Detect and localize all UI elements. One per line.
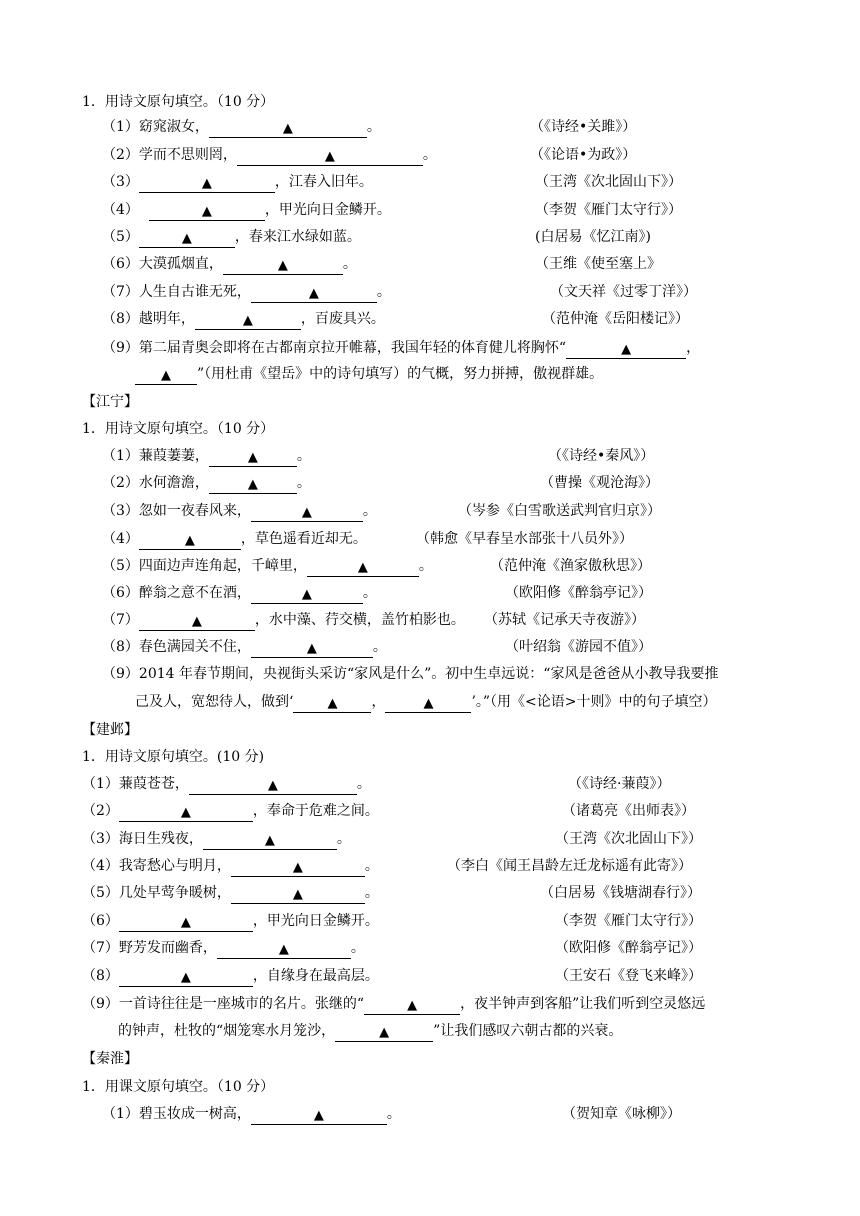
section4-label: 【秦淮】 [82,1051,138,1067]
item-after: 。 [422,147,437,163]
triangle-marker: ▲ [267,778,278,793]
s2-item-5-source: （范仲淹《渔家傲秋思》） [490,558,651,574]
s3-item-5 [82,883,379,903]
item-num: （3） [102,174,139,190]
answer-blank[interactable] [135,368,197,385]
item-after: 。 [336,831,351,847]
s2-item-1-source: （《诗经•秦风》） [548,448,655,464]
triangle-marker: ▲ [407,998,418,1013]
s3-item-6 [82,911,379,931]
section1-heading: 1．用诗文原句填空。（10 分） [82,94,275,110]
s1-item-5 [102,227,361,247]
s1-item-7-source: （文天祥《过零丁洋》） [550,284,697,300]
item-after: 。 [362,503,377,519]
item-before: 海日生残夜， [118,831,203,847]
item-before: 四面边声连角起，千嶂里， [138,558,307,574]
s2-item-4-source: （韩愈《早春呈水部张十八员外》） [416,531,633,547]
triangle-marker: ▲ [313,1108,324,1123]
item-before: 醉翁之意不在酒， [138,585,251,601]
item-before: 碧玉妆成一树高， [138,1106,251,1122]
triangle-marker: ▲ [327,696,338,711]
s2-item-2-source: （曹操《观沧海》） [540,475,659,491]
item-before: 窈窕淑女， [138,119,209,135]
s3-item-9-line1 [82,994,705,1014]
triangle-marker: ▲ [161,368,171,383]
item-before: 水何澹澹， [138,475,209,491]
item-after: 。 [296,475,311,491]
answer-blank[interactable] [566,342,686,359]
triangle-marker: ▲ [201,176,212,191]
section2-heading: 1．用诗文原句填空。（10 分） [82,421,275,437]
item-num: （1） [102,119,139,135]
answer-blank[interactable] [209,450,297,467]
answer-blank[interactable] [139,614,255,631]
s3-item-3-source: （王湾《次北固山下》） [555,831,702,847]
answer-blank[interactable] [139,231,235,248]
answer-blank[interactable] [149,204,265,221]
answer-blank[interactable] [251,587,363,604]
item-after: 。 [296,448,311,464]
item-num: （4） [82,858,119,874]
item-num: （7） [82,940,119,956]
item-num: （5） [102,558,139,574]
item-before: 春色满园关不住， [138,639,251,655]
answer-blank[interactable] [231,860,365,877]
section2-label: 【江宁】 [82,394,138,410]
s2-item-3 [102,501,377,521]
item-after: 。 [364,885,379,901]
answer-blank[interactable] [231,887,365,904]
s2-item-7 [102,610,465,630]
answer-blank[interactable] [251,641,373,658]
item-after: 。 [362,585,377,601]
item-after: ，春来江水绿如蓝。 [234,229,361,245]
answer-blank[interactable] [251,286,377,303]
answer-blank[interactable] [139,176,275,193]
q9-text: 的钟声，杜牧的“烟笼寒水月笼沙， [118,1023,336,1039]
item-num: （8） [82,968,119,984]
s3-item-8-source: （王安石《登飞来峰》） [555,968,702,984]
s1-item-3 [102,172,373,192]
item-num: （1） [82,776,119,792]
triangle-marker: ▲ [191,614,202,629]
section3-heading: 1．用诗文原句填空。(10 分) [82,749,265,765]
s3-item-2-source: （诸葛亮《出师表》） [562,803,695,819]
item-after: ，自缘身在最高层。 [252,968,379,984]
s1-item-2-source: （《论语•为政》） [530,147,637,163]
answer-blank[interactable] [119,915,253,932]
item-after: ，江春入旧年。 [274,174,373,190]
s3-item-1-source: （《诗经·蒹葭》） [568,776,671,792]
s3-item-1 [82,774,371,794]
item-before: 蒹葭萋萋， [138,448,209,464]
item-after: 。 [342,256,357,272]
item-after: 。 [356,776,371,792]
item-num: （4） [102,202,139,218]
s3-item-9-line2 [118,1021,622,1041]
item-num: （4） [102,531,139,547]
item-after: ，甲光向日金鳞开。 [264,202,391,218]
triangle-marker: ▲ [278,942,289,957]
answer-blank[interactable] [335,1025,433,1042]
triangle-marker: ▲ [247,477,258,492]
item-after: ，奉命于危难之间。 [252,803,379,819]
s3-item-4 [82,856,379,876]
s3-item-4-source: （李白《闻王昌龄左迁龙标遥有此寄》） [447,858,692,874]
triangle-marker: ▲ [181,231,192,246]
s2-item-7-source: （苏轼《记承天寺夜游》） [484,612,645,628]
item-after: ，百废具兴。 [300,311,385,327]
s2-item-4 [102,529,367,549]
item-num: （6） [102,585,139,601]
q9-text: 己及人，宽恕待人，做到‘ [135,694,294,710]
s1-item-6 [102,254,357,274]
s4-item-1-source: （贺知章《咏柳》） [562,1106,681,1122]
item-num: （8） [102,311,139,327]
item-before: 蒹葭苍苍， [118,776,189,792]
s2-item-1 [102,446,311,466]
q9-text: ’。”（用《<论语>十则》中的句子填空） [471,694,717,710]
s3-item-7-source: （欧阳修《醉翁亭记》） [555,940,702,956]
section3-label: 【建邺】 [82,722,138,738]
item-num: （1） [102,448,139,464]
section4-heading: 1．用课文原句填空。（10 分） [82,1079,275,1095]
s2-item-6 [102,583,377,603]
answer-blank[interactable] [189,778,357,795]
answer-blank[interactable] [119,805,253,822]
triangle-marker: ▲ [264,833,275,848]
answer-blank[interactable] [251,1108,387,1125]
triangle-marker: ▲ [379,1025,390,1040]
triangle-marker: ▲ [324,149,335,164]
s1-item-6-source: （王维《使至塞上》 [535,256,661,272]
answer-blank[interactable] [195,313,301,330]
answer-blank[interactable] [209,477,297,494]
item-num: （6） [82,913,119,929]
item-before: 越明年， [138,311,195,327]
answer-blank[interactable] [217,942,351,959]
q9-text: ， [371,694,386,710]
s2-item-8-source: （叶绍翁《游园不值》） [505,639,652,655]
item-after: 。 [418,558,433,574]
s3-item-6-source: （李贺《雁门太守行》） [555,913,702,929]
s2-item-2 [102,473,311,493]
triangle-marker: ▲ [201,204,212,219]
s3-item-3 [82,829,351,849]
item-after: 。 [366,119,381,135]
triangle-marker: ▲ [423,696,434,711]
triangle-marker: ▲ [247,450,258,465]
s3-item-7 [82,938,365,958]
answer-blank[interactable] [237,149,423,166]
s2-item-6-source: （欧阳修《醉翁亭记》） [505,585,652,601]
triangle-marker: ▲ [301,587,312,602]
q9-text: ”（用杜甫《望岳》中的诗句填写）的气概，努力拼搏，傲视群雄。 [197,366,604,382]
s1-item-5-source: (白居易《忆江南》) [535,229,651,245]
item-num: （5） [82,885,119,901]
s1-item-9-line1 [102,338,700,358]
item-num: （2） [102,475,139,491]
s1-item-9-line2 [135,364,603,384]
s2-item-9-line1: （9）2014 年春节期间，央视街头采访“家风是什么”。初中生卓远说：“家风是爸爸从小教导我要推 [102,666,719,682]
answer-blank[interactable] [139,533,241,550]
answer-blank[interactable] [203,833,337,850]
s1-item-3-source: （王湾《次北固山下》） [535,174,682,190]
item-after: 。 [372,639,387,655]
item-num: （5） [102,229,139,245]
s1-item-8-source: （范仲淹《岳阳楼记》） [542,311,689,327]
answer-blank[interactable] [223,258,343,275]
s2-item-5 [102,556,433,576]
s3-item-5-source: （白居易《钱塘湖春行》） [540,885,701,901]
item-after: 。 [364,858,379,874]
q9-text: （9）一首诗往往是一座城市的名片。张继的“ [82,996,365,1012]
item-num: （7） [102,284,139,300]
answer-blank[interactable] [119,970,253,987]
triangle-marker: ▲ [621,342,632,357]
triangle-marker: ▲ [180,805,191,820]
item-after: ，甲光向日金鳞开。 [252,913,379,929]
triangle-marker: ▲ [292,887,303,902]
item-num: （6） [102,256,139,272]
answer-blank[interactable] [209,121,367,138]
item-before: 人生自古谁无死， [138,284,251,300]
item-num: （8） [102,639,139,655]
triangle-marker: ▲ [308,286,319,301]
answer-blank[interactable] [364,998,460,1015]
triangle-marker: ▲ [306,641,317,656]
triangle-marker: ▲ [277,258,288,273]
triangle-marker: ▲ [301,505,312,520]
s1-item-8 [102,309,385,329]
s1-item-2 [102,145,437,165]
answer-blank[interactable] [293,696,371,713]
s1-item-7 [102,282,391,302]
triangle-marker: ▲ [242,313,253,328]
item-num: （3） [102,503,139,519]
answer-blank[interactable] [307,560,419,577]
triangle-marker: ▲ [292,860,303,875]
triangle-marker: ▲ [357,560,368,575]
item-after: ，草色遥看近却无。 [240,531,367,547]
item-num: （7） [102,612,139,628]
item-after: 。 [350,940,365,956]
item-num: （2） [102,147,139,163]
item-num: （3） [82,831,119,847]
s1-item-4 [102,200,391,220]
q9-text: ”让我们感叹六朝古都的兴衰。 [433,1023,623,1039]
triangle-marker: ▲ [180,915,191,930]
item-before: 学而不思则罔， [138,147,237,163]
item-after: 。 [386,1106,401,1122]
item-before: 几处早莺争暖树， [118,885,231,901]
item-after: 。 [376,284,391,300]
q9-text: ，夜半钟声到客船”让我们听到空灵悠远 [460,996,706,1012]
item-before: 野芳发而幽香， [118,940,217,956]
s2-item-9-line2 [135,692,717,712]
q9-text: ， [686,340,701,356]
answer-blank[interactable] [385,696,471,713]
s1-item-4-source: （李贺《雁门太守行》） [535,202,682,218]
item-before: 我寄愁心与明月， [118,858,231,874]
item-num: （2） [82,803,119,819]
item-before: 大漠孤烟直， [138,256,223,272]
item-num: （1） [102,1106,139,1122]
s3-item-8 [82,966,379,986]
q9-text: （9）第二届青奥会即将在古都南京拉开帷幕，我国年轻的体育健儿将胸怀“ [102,340,567,356]
s4-item-1 [102,1104,401,1124]
triangle-marker: ▲ [282,121,293,136]
s1-item-1-source: （《诗经•关雎》） [530,119,637,135]
item-after: ，水中藻、荇交横，盖竹柏影也。 [254,612,465,628]
item-before: 忽如一夜春风来， [138,503,251,519]
s3-item-2 [82,801,379,821]
triangle-marker: ▲ [180,970,191,985]
answer-blank[interactable] [251,505,363,522]
triangle-marker: ▲ [184,533,195,548]
s2-item-8 [102,637,387,657]
s1-item-1 [102,117,381,137]
s2-item-3-source: （岑参《白雪歌送武判官归京》） [458,503,661,519]
